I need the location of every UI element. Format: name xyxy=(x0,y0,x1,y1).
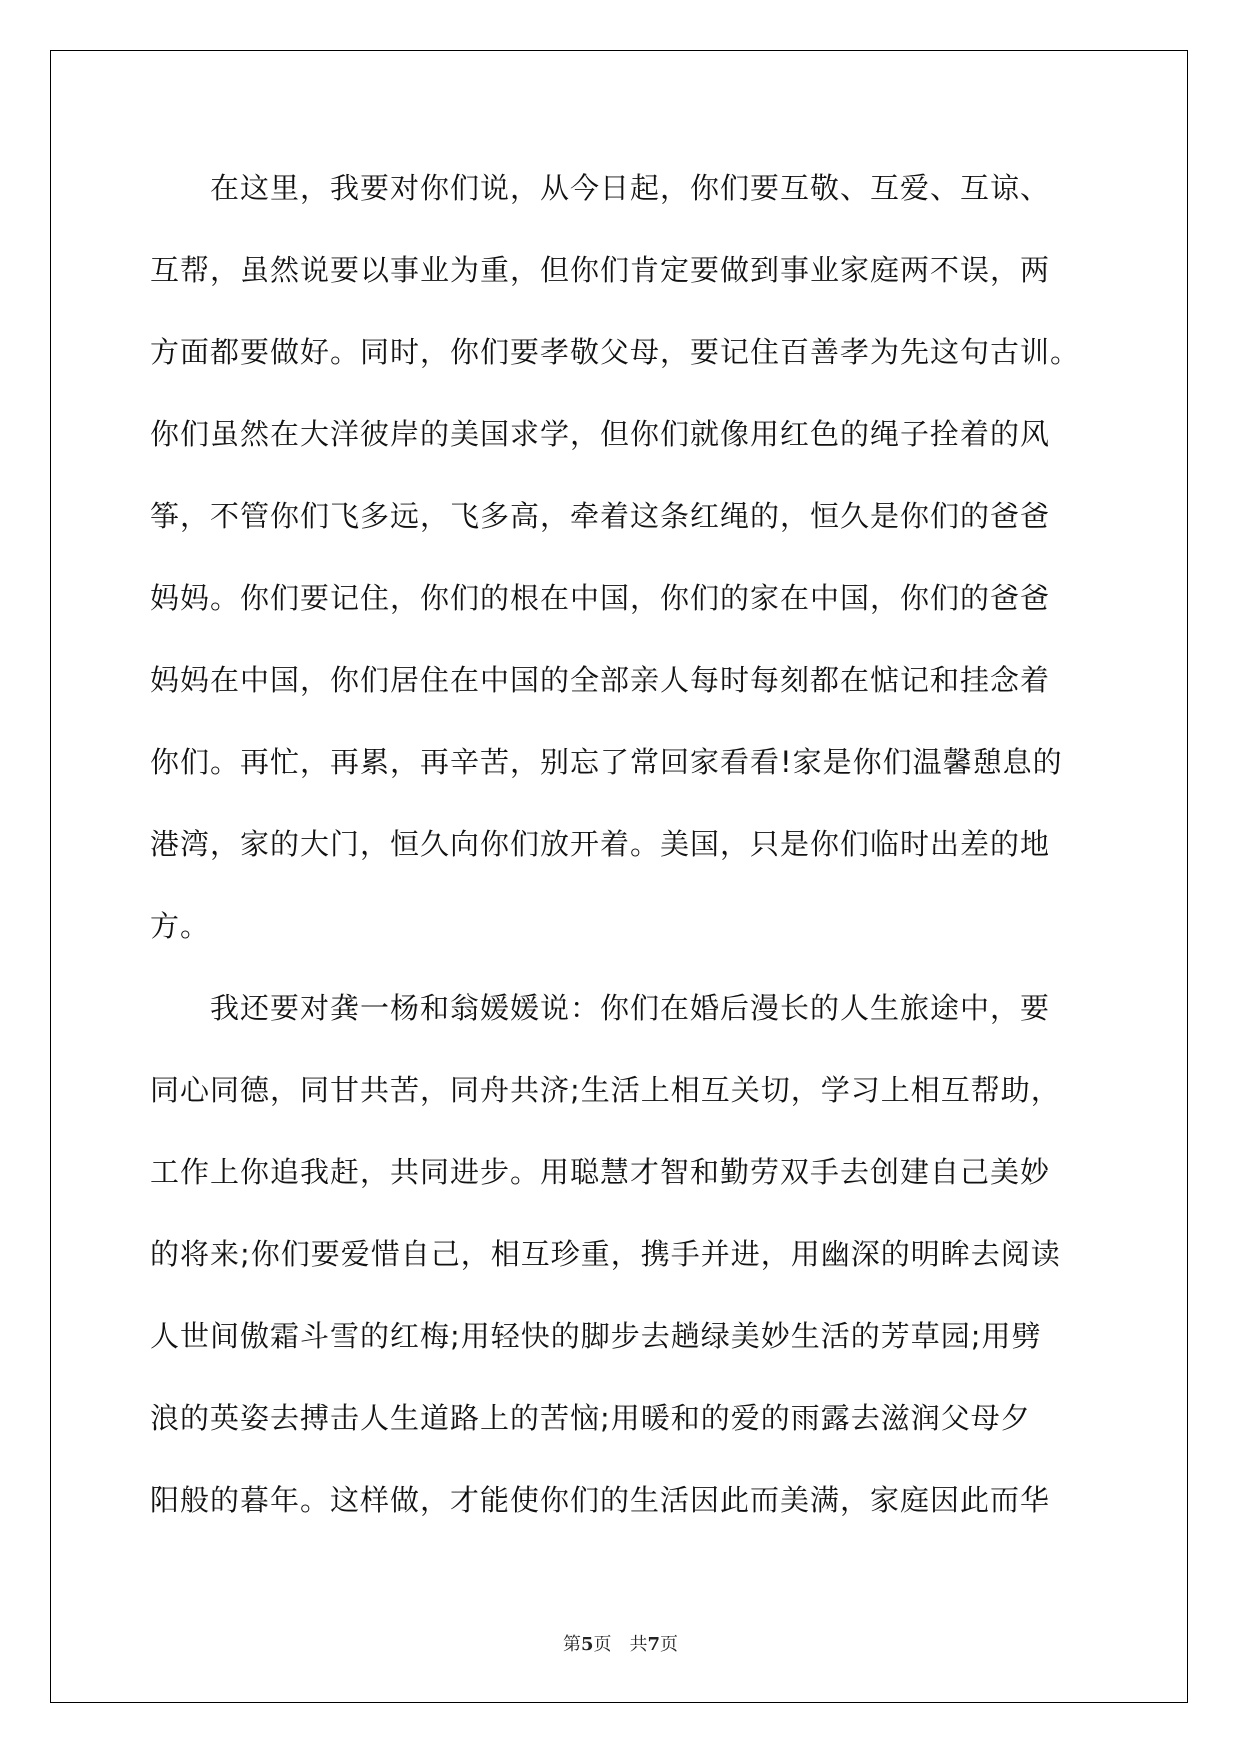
total-page-number: 7 xyxy=(647,1634,661,1655)
text-line: 筝，不管你们飞多远，飞多高，牵着这条红绳的，恒久是你们的爸爸 xyxy=(150,499,1051,533)
page-middle-text: 页 共 xyxy=(593,1634,648,1655)
document-body xyxy=(150,158,1100,1552)
page-prefix: 第 xyxy=(562,1634,581,1655)
text-line: 你们。再忙，再累，再辛苦，别忘了常回家看看!家是你们温馨憩息的 xyxy=(150,745,1063,779)
page-number-footer xyxy=(0,1630,1241,1656)
text-line: 同心同德，同甘共苦，同舟共济;生活上相互关切，学习上相互帮助， xyxy=(150,1073,1061,1107)
text-line: 方面都要做好。同时，你们要孝敬父母，要记住百善孝为先这句古训。 xyxy=(150,335,1081,369)
page-suffix: 页 xyxy=(660,1634,679,1655)
text-line: 互帮，虽然说要以事业为重，但你们肯定要做到事业家庭两不误，两 xyxy=(150,253,1051,287)
text-line: 阳般的暮年。这样做，才能使你们的生活因此而美满，家庭因此而华 xyxy=(150,1483,1051,1517)
text-line: 你们虽然在大洋彼岸的美国求学，但你们就像用红色的绳子拴着的风 xyxy=(150,417,1051,451)
current-page-number: 5 xyxy=(580,1634,594,1655)
text-line: 在这里，我要对你们说，从今日起，你们要互敬、互爱、互谅、 xyxy=(150,171,1051,205)
text-line: 港湾，家的大门，恒久向你们放开着。美国，只是你们临时出差的地 xyxy=(150,827,1051,861)
text-line: 妈妈在中国，你们居住在中国的全部亲人每时每刻都在惦记和挂念着 xyxy=(150,663,1051,697)
text-line: 妈妈。你们要记住，你们的根在中国，你们的家在中国，你们的爸爸 xyxy=(150,581,1051,615)
text-line: 工作上你追我赶，共同进步。用聪慧才智和勤劳双手去创建自己美妙 xyxy=(150,1155,1051,1189)
text-line: 我还要对龚一杨和翁媛媛说：你们在婚后漫长的人生旅途中，要 xyxy=(150,991,1051,1025)
text-line: 的将来;你们要爱惜自己，相互珍重，携手并进，用幽深的明眸去阅读 xyxy=(150,1237,1061,1271)
text-line: 人世间傲霜斗雪的红梅;用轻快的脚步去趟绿美妙生活的芳草园;用劈 xyxy=(150,1319,1042,1353)
text-line: 方。 xyxy=(150,909,211,943)
text-line: 浪的英姿去搏击人生道路上的苦恼;用暖和的爱的雨露去滋润父母夕 xyxy=(150,1401,1031,1435)
